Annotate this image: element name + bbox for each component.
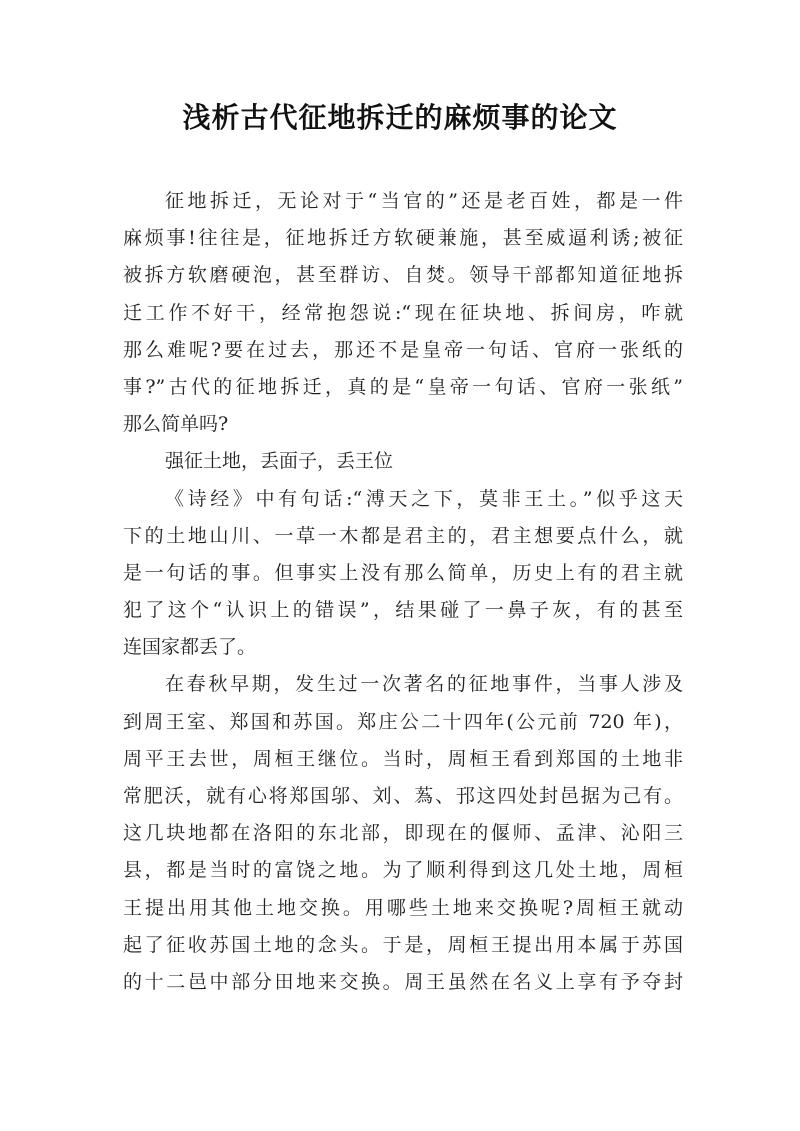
body-line: 犯了这个“认识上的错误”，结果碰了一鼻子灰，有的甚至 bbox=[123, 599, 683, 622]
body-line: 王提出用其他土地交换。用哪些土地来交换呢?周桓王就动 bbox=[123, 896, 683, 919]
body-line: 《诗经》中有句话:“溥天之下，莫非王土。”似乎这天 bbox=[165, 487, 683, 510]
body-line: 连国家都丢了。 bbox=[123, 636, 257, 659]
body-line: 在春秋早期，发生过一次著名的征地事件，当事人涉及 bbox=[165, 673, 683, 696]
body-line: 那么难呢?要在过去，那还不是皇帝一句话、官府一张纸的 bbox=[123, 338, 683, 361]
body-line: 被拆方软磨硬泡，甚至群访、自焚。领导干部都知道征地拆 bbox=[123, 264, 683, 287]
body-line: 到周王室、郑国和苏国。郑庄公二十四年(公元前 720 年)， bbox=[123, 710, 683, 733]
body-line: 迁工作不好干，经常抱怨说:“现在征块地、拆间房，咋就 bbox=[123, 301, 683, 324]
body-line: 县，都是当时的富饶之地。为了顺利得到这几处土地，周桓 bbox=[123, 859, 683, 882]
body-line: 起了征收苏国土地的念头。于是，周桓王提出用本属于苏国 bbox=[123, 933, 683, 956]
body-line: 的十二邑中部分田地来交换。周王虽然在名义上享有予夺封 bbox=[123, 970, 683, 993]
body-line: 这几块地都在洛阳的东北部，即现在的偃师、孟津、沁阳三 bbox=[123, 822, 683, 845]
body-line: 强征土地，丢面子，丢王位 bbox=[165, 450, 394, 473]
document-title: 浅析古代征地拆迁的麻烦事的论文 bbox=[182, 101, 618, 134]
body-line: 下的土地山川、一草一木都是君主的，君主想要点什么，就 bbox=[123, 524, 683, 547]
body-line: 那么简单吗? bbox=[123, 413, 229, 436]
body-line: 麻烦事!往往是，征地拆迁方软硬兼施，甚至威逼利诱;被征 bbox=[123, 227, 683, 250]
body-line: 周平王去世，周桓王继位。当时，周桓王看到郑国的土地非 bbox=[123, 747, 683, 770]
document-body bbox=[123, 183, 683, 1001]
body-line: 事?”古代的征地拆迁，真的是“皇帝一句话、官府一张纸” bbox=[123, 375, 683, 398]
body-line: 常肥沃，就有心将郑国邬、刘、蒍、邘这四处封邑据为己有。 bbox=[123, 785, 683, 807]
body-line: 征地拆迁，无论对于“当官的”还是老百姓，都是一件 bbox=[165, 190, 683, 212]
body-line: 是一句话的事。但事实上没有那么简单，历史上有的君主就 bbox=[123, 561, 683, 584]
